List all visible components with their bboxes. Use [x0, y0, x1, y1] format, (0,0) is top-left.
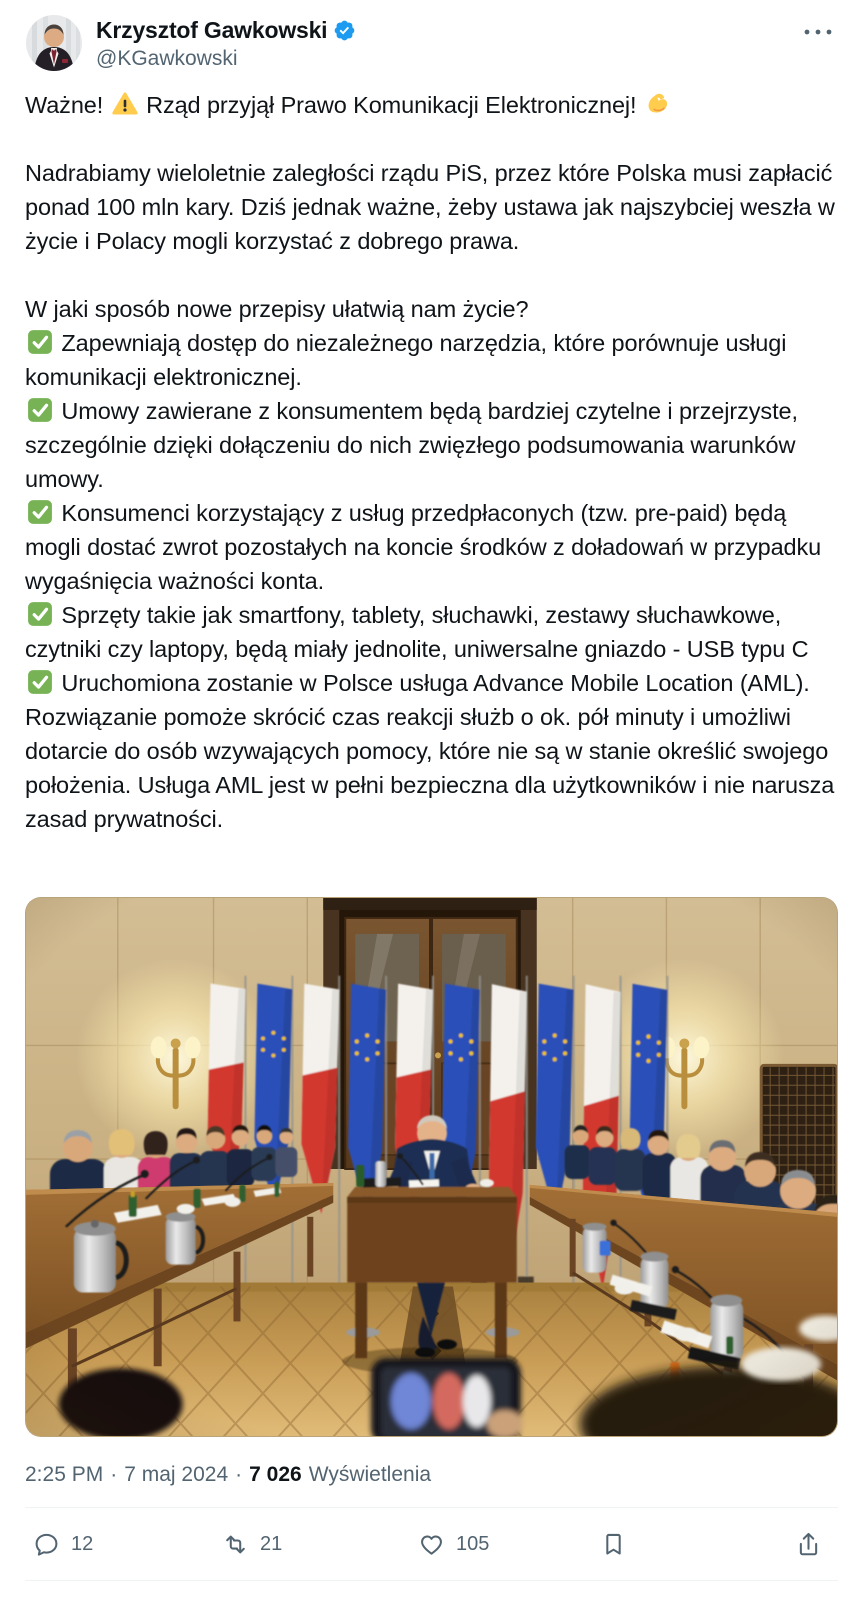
tweet-photo-scene [26, 898, 837, 1436]
views-label: Wyświetlenia [308, 1463, 432, 1486]
tweet-date: 7 maj 2024 [124, 1463, 229, 1486]
reply-icon [33, 1531, 60, 1558]
tweet-paragraph: Ważne! Rząd przyjął Prawo Komunikacji Elektronicznej! [25, 88, 838, 122]
tweet-paragraph: Umowy zawierane z konsumentem będą bardziej czytelne i przejrzyste, szczególnie dzięki dołączeniu do nich zwięzłego podsumowania warunków umowy. [25, 398, 798, 492]
repost-count: 21 [260, 1532, 283, 1555]
check-emoji-icon [27, 397, 53, 423]
views-count: 7 026 [249, 1463, 302, 1486]
tweet-paragraph: Nadrabiamy wieloletnie zaległości rządu PiS, przez które Polska musi zapłacić ponad 100 mln kary. Dziś jednak ważne, żeby ustawa jak najszybciej weszła w życie i Polacy mogli korzystać z dobrego prawa. [25, 160, 835, 254]
tweet-paragraph: Sprzęty takie jak smartfony, tablety, słuchawki, zestawy słuchawkowe, czytniki czy laptopy, będą miały jednolite, uniwersalne gniazdo - USB typu C [25, 602, 809, 662]
tweet-text [25, 88, 838, 836]
check-emoji-icon [27, 499, 53, 525]
verified-badge-icon [333, 19, 356, 42]
tweet-paragraph: Uruchomiona zostanie w Polsce usługa Advance Mobile Location (AML). Rozwiązanie pomoże skrócić czas reakcji służb o ok. pół minuty i umożliwi dotarcie do osób wzywających pomocy, które nie są w stanie określić swojego położenia. Usługa AML jest w pełni bezpieczna dla użytkowników i nie narusza zasad prywatności. [25, 670, 835, 832]
like-count: 105 [456, 1532, 490, 1555]
more-icon [803, 28, 833, 36]
author-block [96, 17, 356, 71]
more-button[interactable] [801, 20, 835, 44]
share-button[interactable] [795, 1508, 822, 1580]
muscle-emoji-icon [645, 91, 671, 117]
reply-count: 12 [71, 1532, 94, 1555]
like-icon [418, 1531, 445, 1558]
author-handle: @KGawkowski [96, 47, 238, 70]
tweet-paragraph: W jaki sposób nowe przepisy ułatwią nam życie? [25, 296, 529, 322]
avatar[interactable] [26, 15, 82, 71]
tweet-meta [25, 1463, 431, 1487]
like-button[interactable] [418, 1508, 489, 1580]
reply-button[interactable] [33, 1508, 93, 1580]
repost-button[interactable] [222, 1508, 282, 1580]
views-link[interactable] [249, 1463, 431, 1487]
check-emoji-icon [27, 329, 53, 355]
bookmark-button[interactable] [600, 1508, 627, 1580]
check-emoji-icon [27, 601, 53, 627]
repost-icon [222, 1531, 249, 1558]
avatar-image [26, 15, 82, 71]
tweet-time: 2:25 PM [25, 1463, 104, 1486]
share-icon [795, 1531, 822, 1558]
tweet-paragraph: Zapewniają dostęp do niezależnego narzędzia, które porównuje usługi komunikacji elektronicznej. [25, 330, 787, 390]
check-emoji-icon [27, 669, 53, 695]
warning-emoji-icon [112, 91, 138, 117]
tweet-paragraph: Konsumenci korzystający z usług przedpłaconych (tzw. pre-paid) będą mogli dostać zwrot pozostałych na koncie środków z doładowań w przypadku wygaśnięcia ważności konta. [25, 500, 822, 594]
meta-separator: · [110, 1463, 118, 1486]
meta-separator: · [235, 1463, 243, 1486]
tweet-action-bar [25, 1507, 838, 1581]
author-name[interactable]: Krzysztof Gawkowski [96, 17, 328, 43]
bookmark-icon [600, 1531, 627, 1558]
tweet-photo[interactable] [25, 897, 838, 1437]
